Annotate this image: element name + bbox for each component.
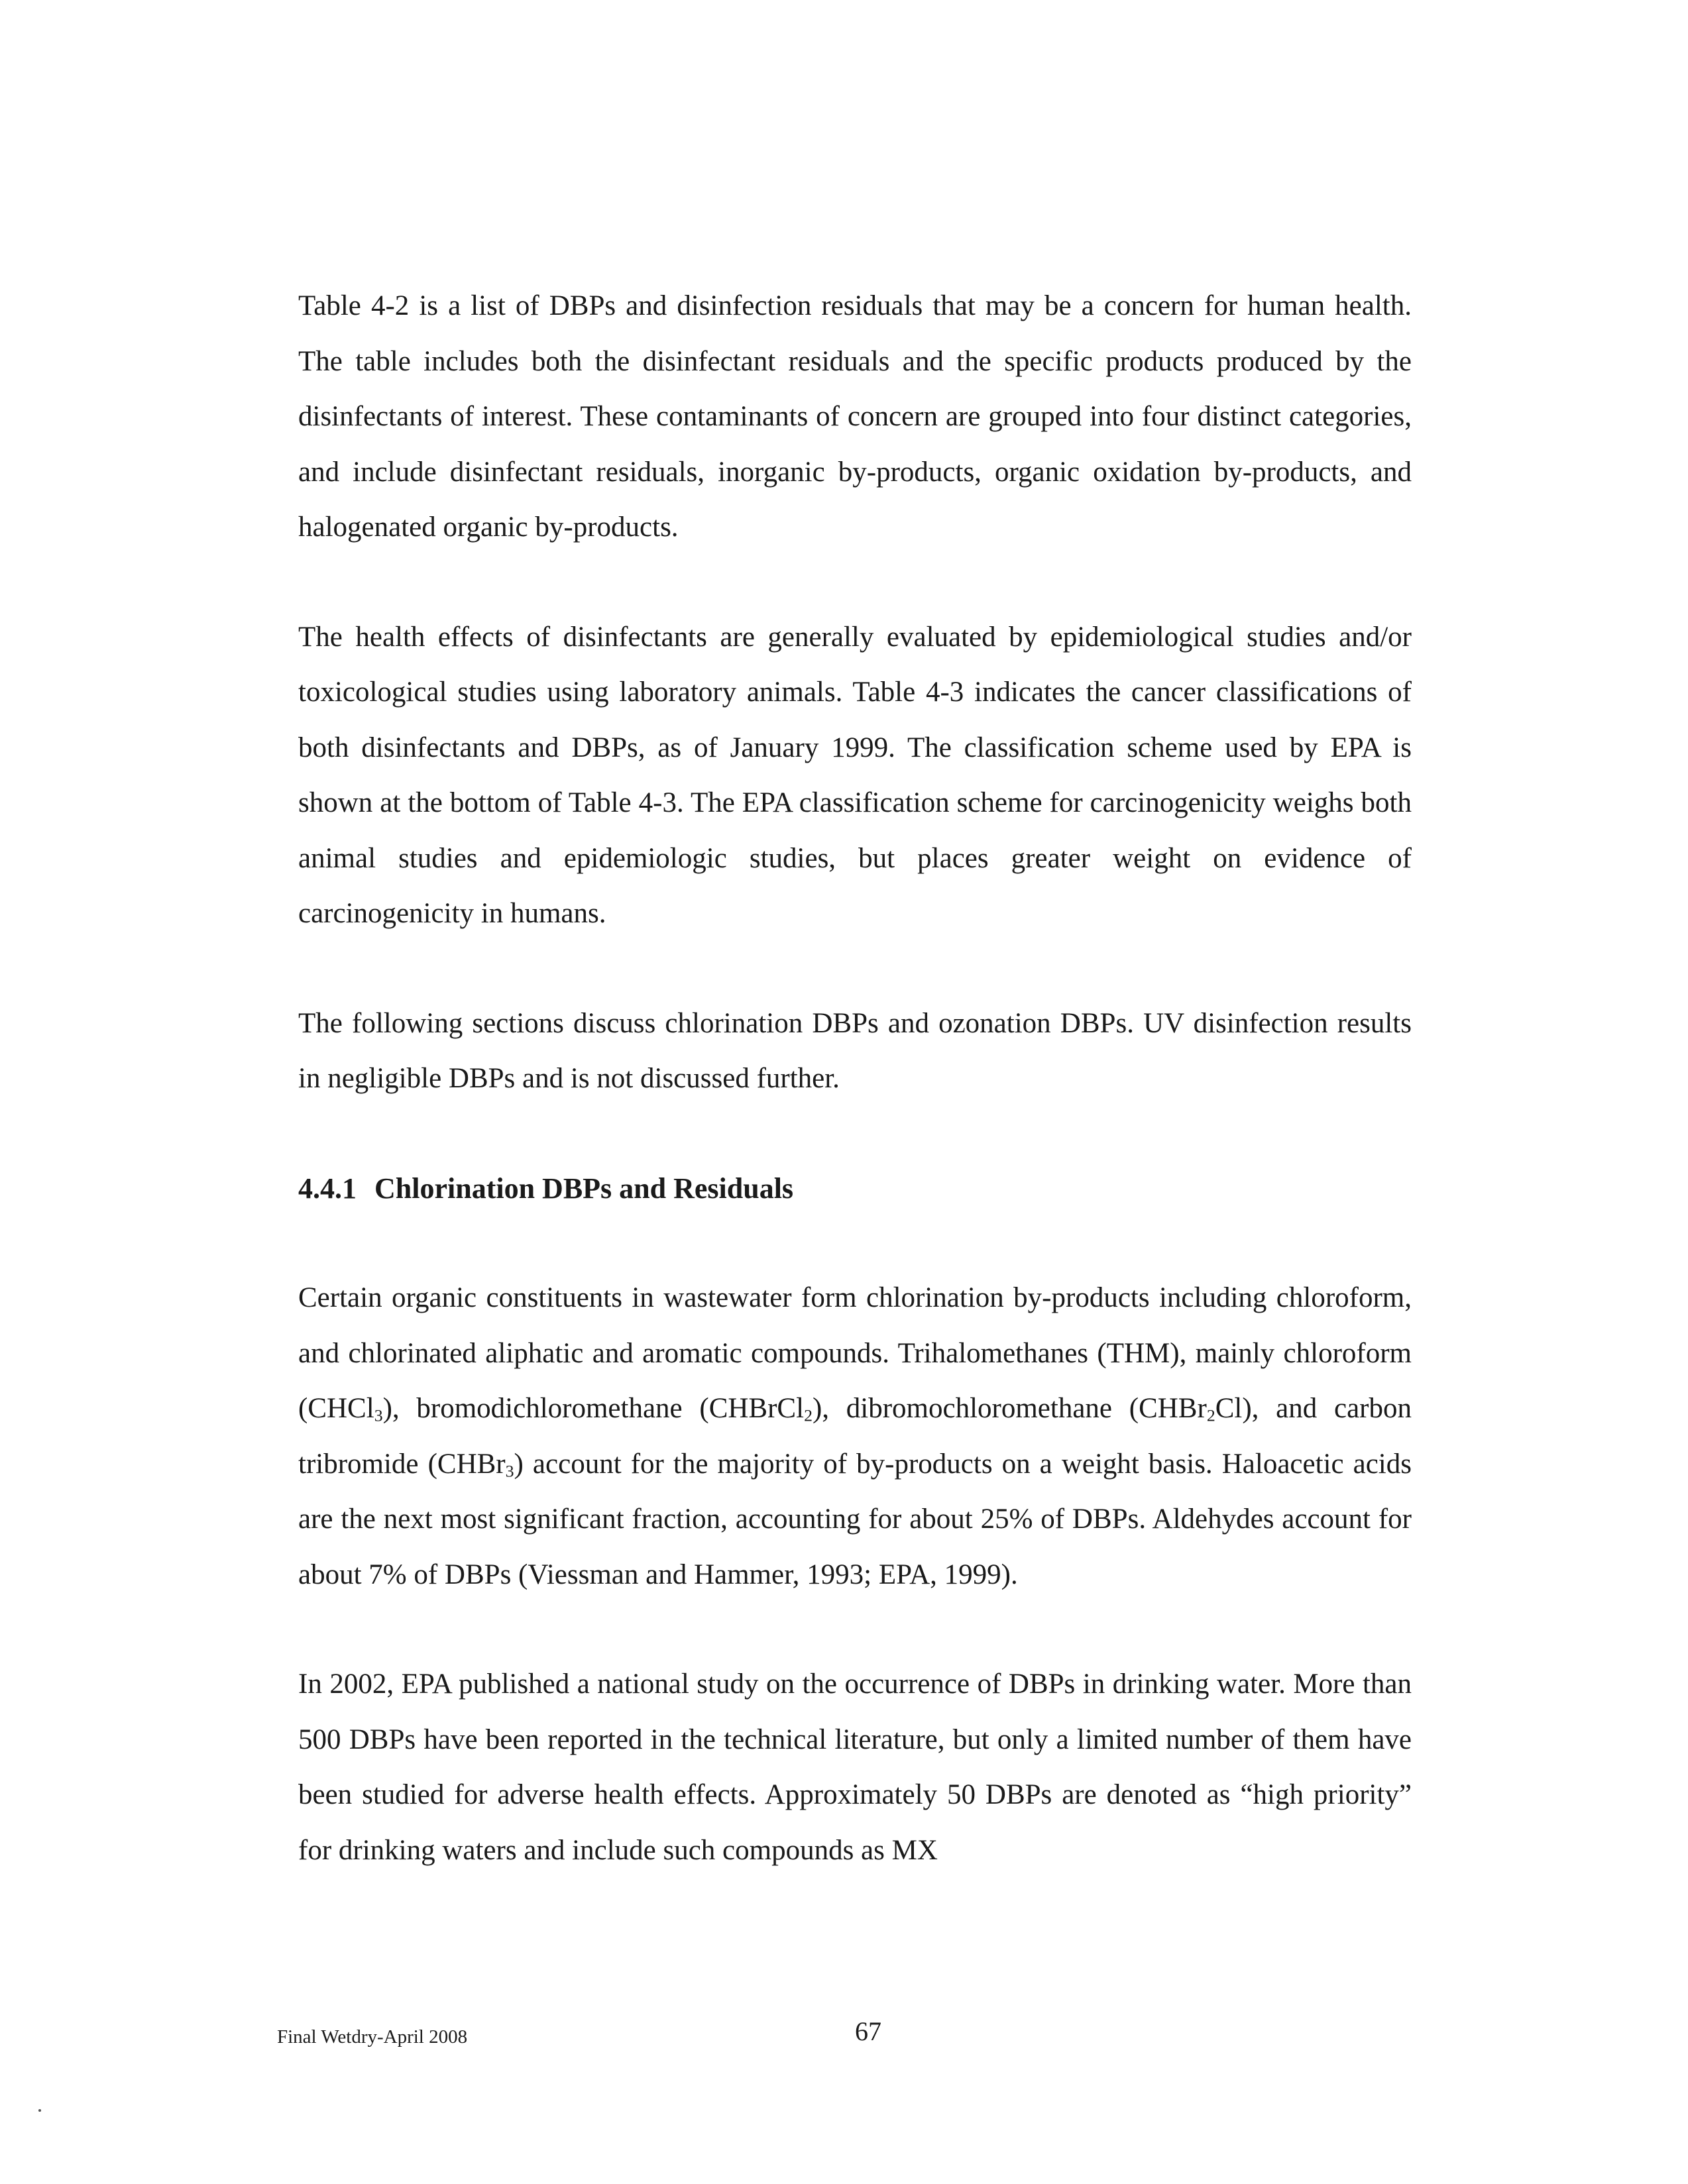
- footer-document-label: Final Wetdry-April 2008: [277, 2026, 468, 2048]
- paragraph-epa-2002-study: In 2002, EPA published a national study on the occurrence of DBPs in drinking water. More than 500 DBPs have been reported in the technical literature, but only a limited number of them have been studied for adverse health effects. Approximately 50 DBPs are denoted as “high priority” for drinking waters and include such compounds as MX: [298, 1668, 1412, 1866]
- page-footer: [0, 2017, 1688, 2057]
- text-segment: ) account for the majority of by-products on a weight basis. Haloacetic acids are the next most significant fraction, accounting for about 25% of DBPs. Aldehydes account for about 7% of DBPs (Viessman and Hammer, 1993; EPA, 1999).: [298, 1448, 1412, 1590]
- subscript: 2: [1206, 1405, 1215, 1425]
- paragraph-table-4-2-intro: Table 4-2 is a list of DBPs and disinfection residuals that may be a concern for human health. The table includes both the disinfectant residuals and the specific products produced by the disinfectants of interest. These contaminants of concern are grouped into four distinct categories, and include disinfectant residuals, inorganic by-products, organic oxidation by-products, and halogenated organic by-products.: [298, 290, 1412, 543]
- paragraph-chlorination-byproducts: [298, 1270, 1412, 1602]
- paragraph-spacer: [298, 1602, 1412, 1657]
- subscript: 3: [374, 1405, 383, 1425]
- paragraph-spacer: [298, 942, 1412, 996]
- text-segment: Certain organic constituents in wastewater form chlorination by-products including chloroform, and chlorinated aliphatic and aromatic compounds. Trihalomethanes (THM), mainly chloroform (CHCl: [298, 1282, 1412, 1424]
- subscript: 2: [804, 1405, 813, 1425]
- section-number: 4.4.1: [298, 1172, 357, 1205]
- paragraph-spacer: [298, 555, 1412, 610]
- text-segment: ), dibromochloromethane (CHBr: [812, 1393, 1207, 1424]
- scan-speck: [38, 2109, 41, 2112]
- paragraph-health-effects: The health effects of disinfectants are generally evaluated by epidemiological studies and/or toxicological studies using laboratory animals. Table 4-3 indicates the cancer classifications of both disinfectants and DBPs, as of January 1999. The classification scheme used by EPA is shown at the bottom of Table 4-3. The EPA classification scheme for carcinogenicity weighs both animal studies and epidemiologic studies, but places greater weight on evidence of carcinogenicity in humans.: [298, 621, 1412, 929]
- paragraph-spacer: [298, 1107, 1412, 1161]
- paragraph-following-sections: The following sections discuss chlorination DBPs and ozonation DBPs. UV disinfection results in negligible DBPs and is not discussed further.: [298, 1007, 1412, 1094]
- text-segment: ), bromodichloromethane (CHBrCl: [382, 1393, 805, 1424]
- body-text: [298, 278, 1412, 1878]
- page-number: 67: [855, 2016, 881, 2046]
- text-segment: Cl), and carbon tribromide (CHBr: [298, 1393, 1412, 1480]
- section-heading: [298, 1161, 1412, 1217]
- subscript: 3: [505, 1461, 514, 1481]
- section-title: Chlorination DBPs and Residuals: [374, 1172, 794, 1205]
- paragraph-spacer: [298, 1216, 1412, 1270]
